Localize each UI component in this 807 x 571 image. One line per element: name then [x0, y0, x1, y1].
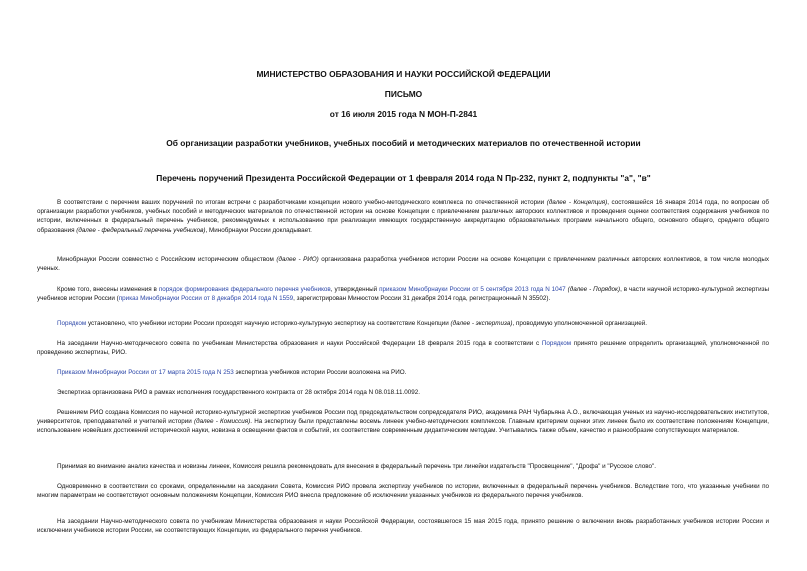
link-order-1047[interactable]: приказом Минобрнауки России от 5 сентября 2013 года N 1047: [379, 286, 566, 293]
ministry-heading: МИНИСТЕРСТВО ОБРАЗОВАНИЯ И НАУКИ РОССИЙСКОЙ ФЕДЕРАЦИИ: [256, 69, 551, 79]
link-formation-order[interactable]: порядок формирования федерального перечня учебников: [158, 286, 331, 293]
p3-text-3: , в части научной историко-культурной экспертизы учебников истории России (: [37, 286, 770, 303]
p4-text-1: установлено, что учебники истории России проходят научную историко-культурную экспертизу на соответствие Концепции: [86, 320, 451, 327]
p4-text-2: , проводимую уполномоченной организацией.: [512, 320, 647, 327]
paragraph-9: [37, 462, 769, 471]
paragraph-8: [37, 408, 769, 436]
paragraph-11: [37, 517, 769, 535]
p8-text-1: Решением РИО создана Комиссия по научной историко-культурной экспертизе учебников России под председательством сопредседателя РИО, академика РАН Чубарьяна А.О., включающая ученых из научно-исследовательских институтов, университетов, преподавателей и учителей истории: [37, 409, 769, 426]
p1-text-3: , Минобрнауки России докладывает.: [205, 226, 312, 234]
p8-italic-1: (далее - Комиссия): [194, 418, 251, 426]
p11-text-1: На заседании Научно-методического совета по учебникам Министерства образования и науки Российской Федерации, состоявшегося 15 мая 2015 года, принято решение о включении вновь разработанных учебников истории России и исключении учебников истории России, не соответствующих Концепции, из федерального перечня учебников.: [37, 518, 769, 535]
paragraph-7: [37, 388, 769, 397]
paragraph-1: [37, 198, 769, 235]
paragraph-10: [37, 482, 769, 500]
link-order-1559[interactable]: приказ Минобрнауки России от 8 декабря 2014 года N 1559: [118, 295, 294, 303]
p8-text-2: . На экспертизу были представлены восемь линеек учебно-методических комплексов. Главным критерием оценки этих линеек было их соответствие положениям Концепции, использование новейших достижений исторической науки, новизна в освещении фактов и событий, их соответствие современным дидактическим методам. Учитывались также объем, качество и разнообразие сопутствующих материалов.: [37, 418, 770, 435]
p3-italic-1: (далее - Порядок): [565, 286, 621, 293]
document-title: Об организации разработки учебников, учебных пособий и методических материалов по отечественной истории: [166, 138, 641, 148]
p5-text-2: принято решение определить организацией, уполномоченной по проведению экспертизы, РИО.: [37, 340, 769, 357]
p1-italic-2: (далее - федеральный перечень учебников): [76, 226, 206, 234]
document-type: ПИСЬМО: [384, 89, 423, 99]
p3-text-2: , утвержденный: [330, 286, 380, 293]
p4-italic-1: (далее - экспертиза): [450, 320, 513, 327]
p6-text-1: экспертиза учебников истории России возложена на РИО.: [233, 369, 407, 376]
link-procedure[interactable]: Порядком: [57, 320, 87, 327]
p1-italic-1: (далее - Концепция): [546, 199, 608, 206]
p3-text-4: , зарегистрирован Минюстом России 31 декабря 2014 года, регистрационный N 35502).: [293, 295, 551, 303]
paragraph-6: [37, 368, 769, 377]
p7-text-1: Экспертиза организована РИО в рамках исполнения государственного контракта от 28 октября 2014 года N 08.018.11.0092.: [57, 389, 420, 396]
document-subtitle: Перечень поручений Президента Российской Федерации от 1 февраля 2014 года N Пр-232, пункт 2, подпункты "а", "в": [156, 173, 651, 183]
p3-text-1: Кроме того, внесены изменения в: [57, 286, 159, 293]
p9-text-1: Принимая во внимание анализ качества и новизны линеек, Комиссия решила рекомендовать для внесения в федеральный перечень три линейки издательств "Просвещение", "Дрофа" и "Русское слово".: [57, 463, 656, 470]
link-procedure-2[interactable]: Порядком: [541, 340, 572, 347]
paragraph-3: [37, 285, 769, 303]
paragraph-5: [37, 339, 769, 357]
p1-text-2: , состоявшейся 16 января 2014 года, по вопросам об организации разработки учебников, учебных пособий и методических материалов по отечественной истории на основе Концепции с привлечением различных авторских коллективов и проведения оценки соответствия содержания учебников по истории, включенных в федеральный перечень учебников, рекомендуемых к использованию при реализации имеющих государственную аккредитацию образовательных программ начального общего, основного общего, среднего общего образования: [37, 199, 769, 234]
link-order-253[interactable]: Приказом Минобрнауки России от 17 марта 2015 года N 253: [57, 369, 234, 376]
paragraph-2: [37, 255, 769, 273]
p2-text-1: Минобрнауки России совместно с Российским историческим обществом: [57, 256, 277, 263]
p2-italic-1: (далее - РИО): [276, 256, 319, 263]
p2-text-2: организована разработка учебников истории России на основе Концепции с привлечением различных авторских коллективов, в том числе молодых ученых.: [37, 256, 769, 273]
p1-text-1: В соответствии с перечнем ваших поручений по итогам встречи с разработчиками концепции нового учебно-методического комплекса по отечественной истории: [57, 199, 547, 206]
paragraph-4: [37, 319, 769, 328]
p5-text-1: На заседании Научно-методического совета по учебникам Министерства образования и науки Российской Федерации 18 февраля 2015 года в соответствии с: [57, 340, 542, 347]
document-date-number: от 16 июля 2015 года N МОН-П-2841: [329, 109, 478, 119]
p10-text-1: Одновременно в соответствии со сроками, определенными на заседании Совета, Комиссия РИО провела экспертизу учебников по истории, включенных в федеральный перечень учебников. Вследствие того, что указанные учебники по многим параметрам не соответствуют основным положениям Концепции, Комиссия РИО внесла предложение об исключении указанных учебников из федерального перечня учебников.: [37, 483, 769, 500]
